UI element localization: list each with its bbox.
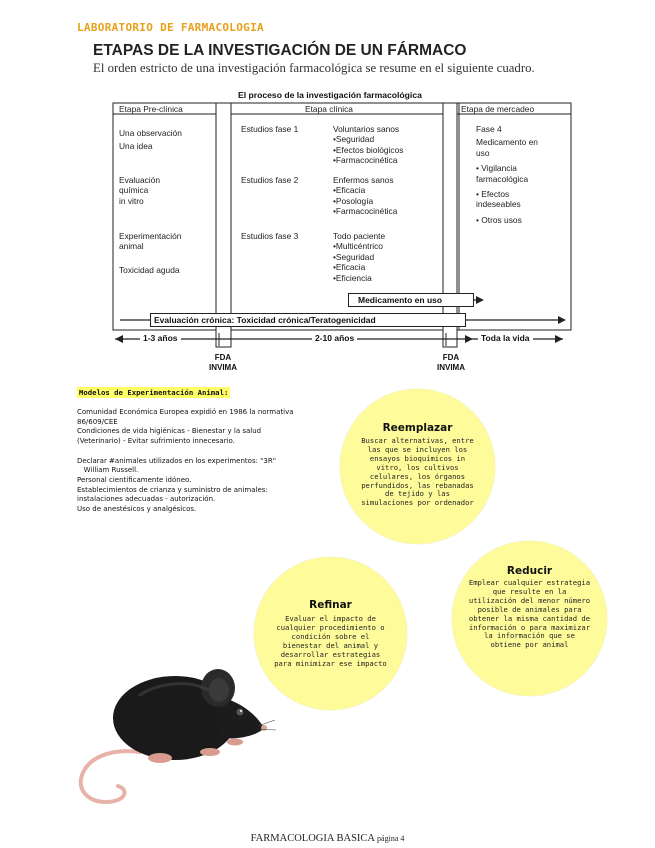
timeline-label-1: 1-3 años	[140, 333, 181, 343]
reducir-text: Emplear cualquier estrategia que resulte en la utilización del menor número posible de animales para obtener la misma cantidad de información o para maximizar la información que se obtiene por animal	[468, 578, 591, 650]
preclinica-item: Toxicidad aguda	[119, 265, 180, 275]
header-mercadeo: Etapa de mercadeo	[461, 104, 535, 114]
table-title: El proceso de la investigación farmacológica	[238, 90, 422, 100]
page-title: ETAPAS DE LA INVESTIGACIÓN DE UN FÁRMACO	[93, 42, 467, 59]
page-footer: FARMACOLOGIA BASICA página 4	[250, 833, 405, 844]
medicamento-en-uso-bar: Medicamento en uso	[348, 293, 474, 307]
fase-1-label: Estudios fase 1	[241, 124, 299, 134]
refinar-text: Evaluar el impacto de cualquier procedimiento o condición sobre el bienestar del animal y desarrollar estrategias para minimizar ese impacto	[274, 614, 387, 668]
fda-label-1: FDA INVIMA	[209, 353, 237, 372]
fase-3-detail: Todo paciente •Multicéntrico •Seguridad •Eficacia •Eficiencia	[333, 231, 386, 283]
models-text: Comunidad Económica Europea expidió en 1986 la normativa 86/609/CEE Condiciones de vida higiénicas - Bienestar y la salud (Veterinario) - Evitar sufrimiento innecesario. Declarar #animales utilizados en los experimentos: "3R" William Russell. Personal científicamente idóneo. Establecimientos de crianza y suministro de animales: instalaciones adecuadas - autorización. Uso de anestésicos y analgésicos.	[77, 408, 294, 514]
refinar-title: Refinar	[309, 599, 352, 611]
reducir-circle	[452, 541, 607, 696]
header-preclinica: Etapa Pre-clínica	[119, 104, 183, 114]
timeline-label-3: Toda la vida	[478, 333, 533, 343]
fase-1-detail: Voluntarios sanos •Seguridad •Efectos biológicos •Farmacocinética	[333, 124, 404, 166]
reemplazar-text: Buscar alternativas, entre las que se incluyen los ensayos bioquímicos in vitro, los cultivos celulares, los órganos perfundidos, las rebanadas de tejido y las simulaciones por ordenador	[361, 436, 474, 508]
reemplazar-circle	[340, 389, 495, 544]
fase-2-detail: Enfermos sanos •Eficacia •Posología •Farmacocinética	[333, 175, 398, 217]
fase-2-label: Estudios fase 2	[241, 175, 299, 185]
reemplazar-title: Reemplazar	[382, 422, 453, 434]
preclinica-item: Una observación Una idea	[119, 128, 182, 152]
preclinica-item: Experimentación animal	[119, 231, 182, 252]
models-title: Modelos de Experimentación Animal:	[79, 388, 229, 397]
fda-label-2: FDA INVIMA	[437, 353, 465, 372]
fase-3-label: Estudios fase 3	[241, 231, 299, 241]
mercadeo-detail: Fase 4 Medicamento en uso • Vigilancia farmacológica • Efectos indeseables • Otros usos	[476, 124, 538, 225]
page-subtitle: El orden estricto de una investigación farmacológica se resume en el siguiente cuadro.	[93, 61, 535, 75]
preclinica-item: Evaluación química in vitro	[119, 175, 160, 206]
header-clinica: Etapa clínica	[305, 104, 353, 114]
mouse-illustration	[70, 640, 280, 815]
lab-header: LABORATORIO DE FARMACOLOGIA	[77, 21, 264, 34]
reducir-title: Reducir	[506, 565, 553, 577]
evaluacion-cronica-bar: Evaluación crónica: Toxicidad crónica/Teratogenicidad	[150, 313, 466, 327]
timeline-label-2: 2-10 años	[312, 333, 357, 343]
